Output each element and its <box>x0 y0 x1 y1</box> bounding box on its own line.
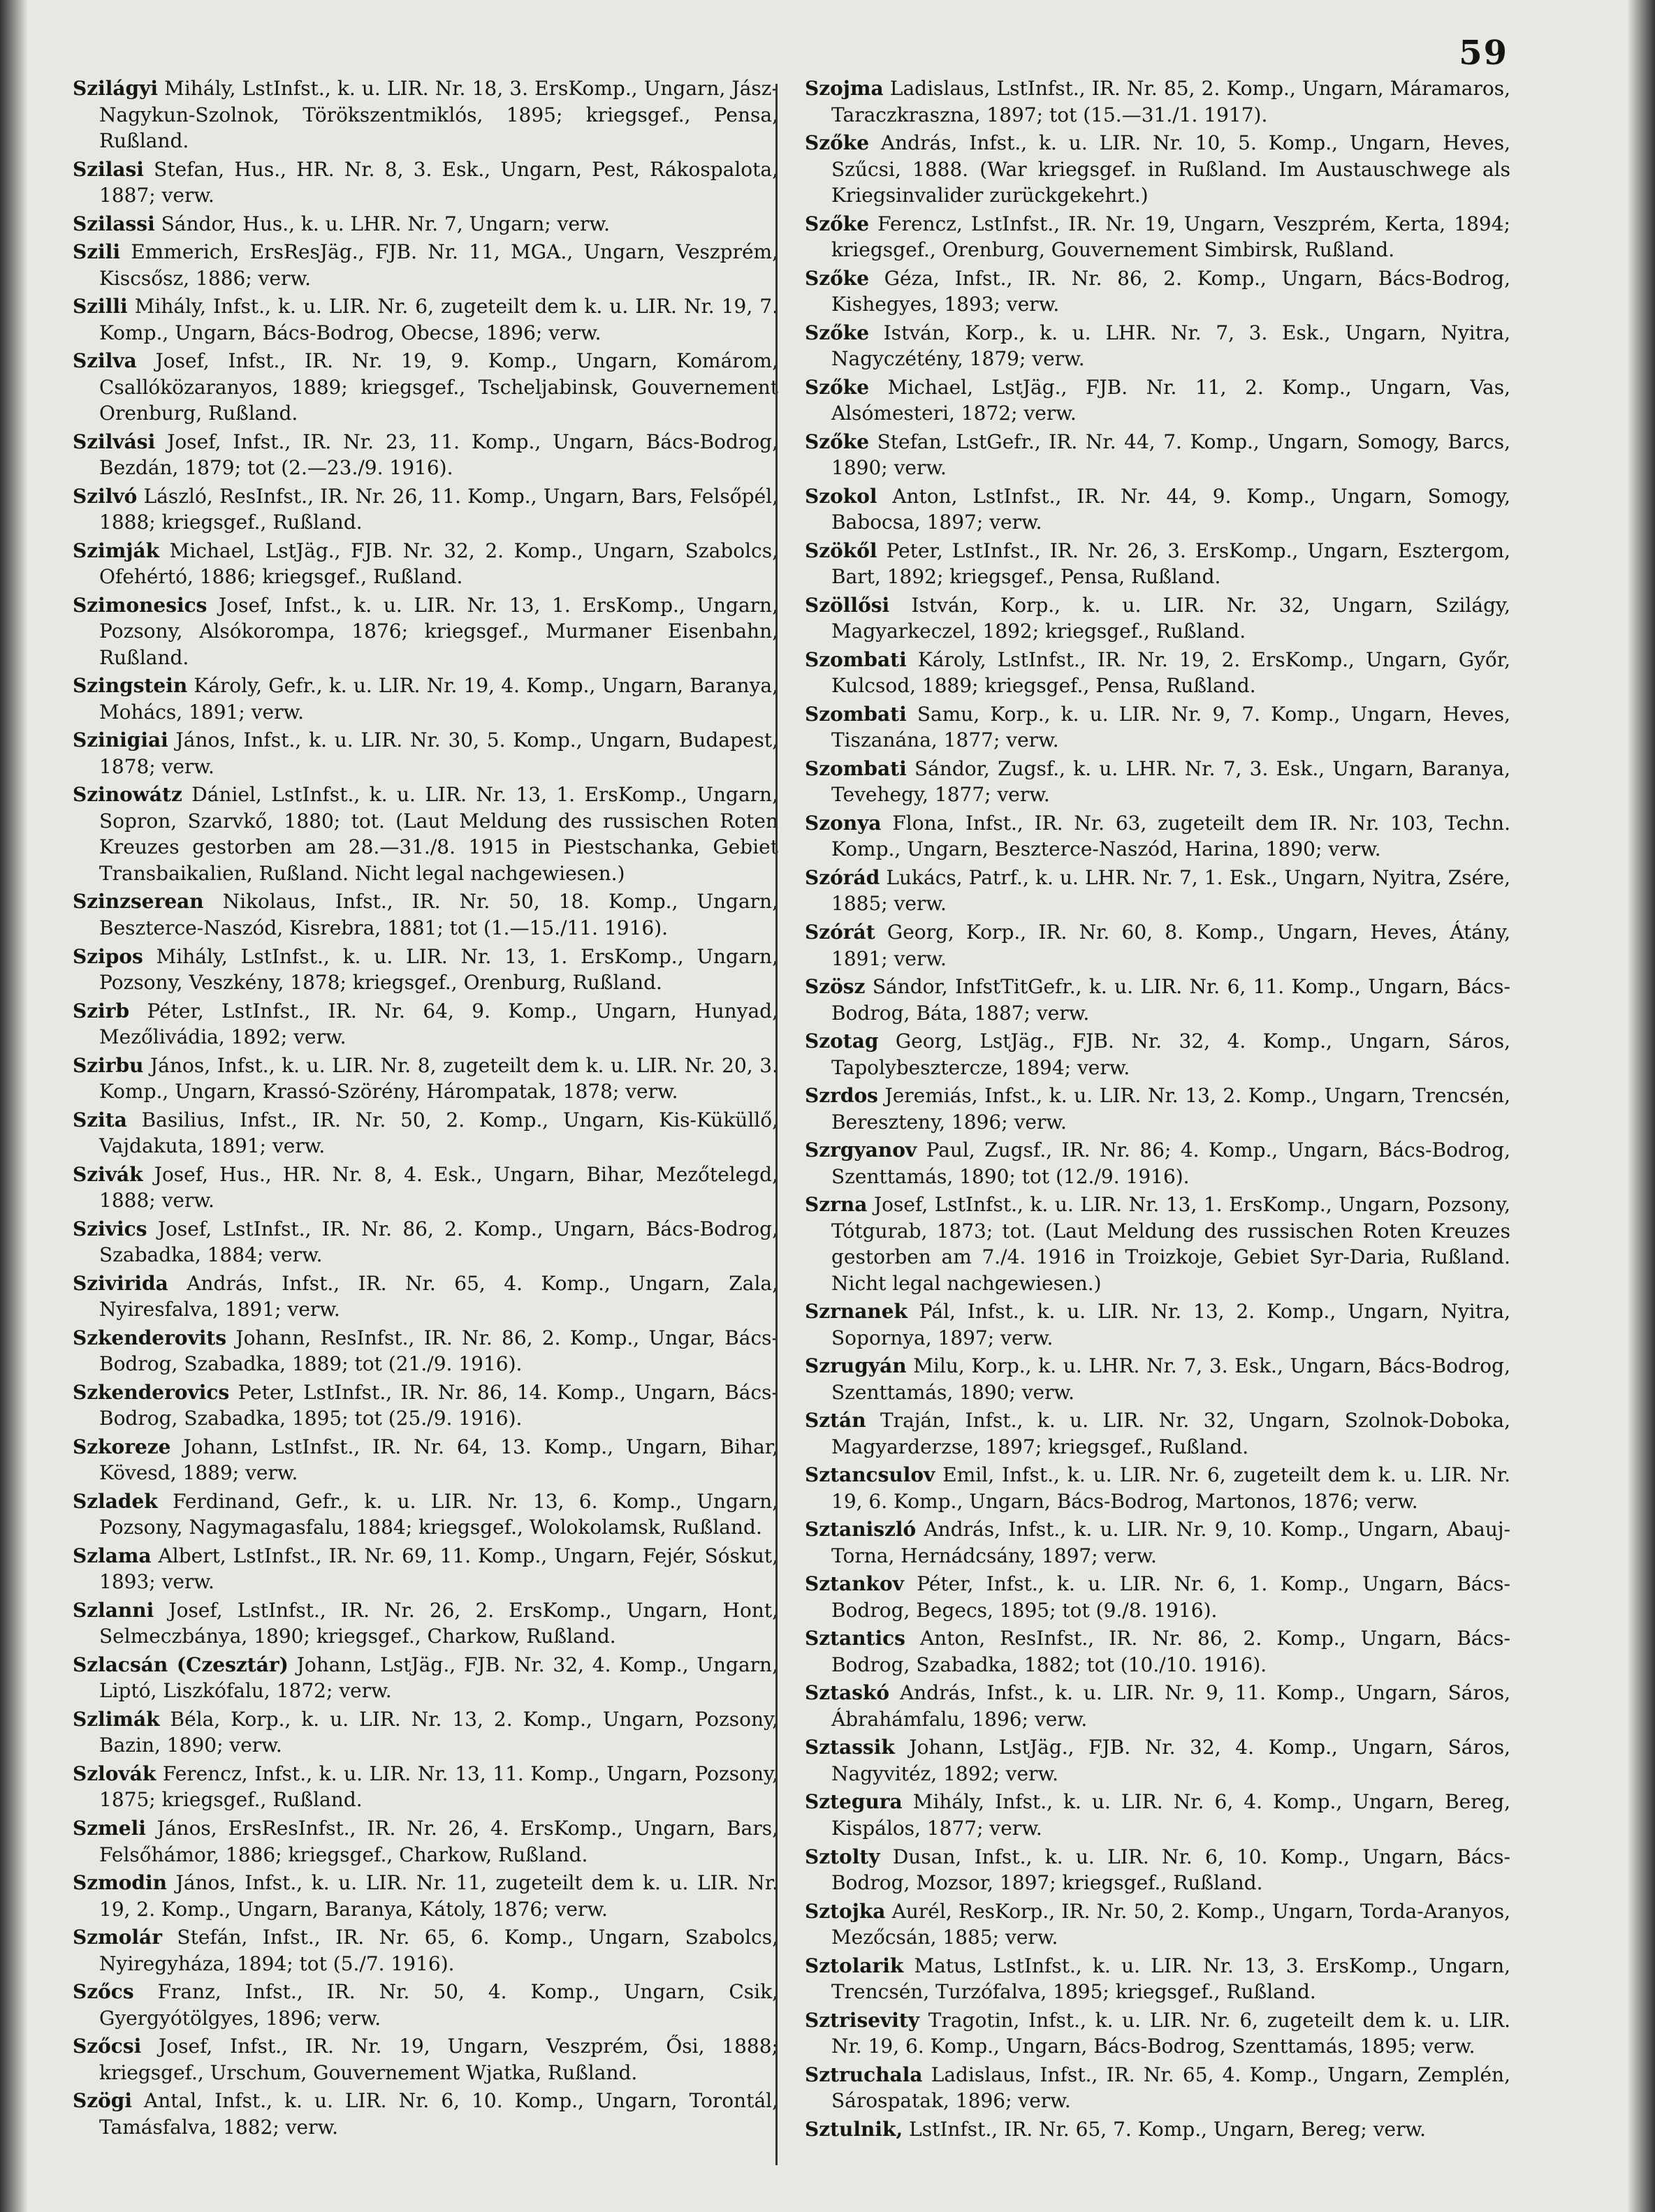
entry-surname: Szladek <box>73 1489 158 1513</box>
entry-details: Stefan, LstGefr., IR. Nr. 44, 7. Komp., Ungarn, Somogy, Barcs, 1890; verw. <box>831 430 1510 480</box>
entry-surname: Szőke <box>805 131 870 155</box>
entry-surname: Sztancsulov <box>805 1463 935 1487</box>
entry-surname: Szilassi <box>73 212 155 235</box>
entry-details: Anton, LstInfst., IR. Nr. 44, 9. Komp., Ungarn, Somogy, Babocsa, 1897; verw. <box>831 484 1510 534</box>
list-item <box>805 1298 1510 1351</box>
entry-details: Sándor, Hus., k. u. LHR. Nr. 7, Ungarn; verw. <box>154 212 610 235</box>
list-item <box>73 998 778 1050</box>
entry-details: Josef, Infst., IR. Nr. 23, 11. Komp., Ungarn, Bács-Bodrog, Bezdán, 1879; tot (2.—23./9. 1916). <box>99 430 778 480</box>
entry-details: Lukács, Patrf., k. u. LHR. Nr. 7, 1. Esk., Ungarn, Nyitra, Zsére, 1885; verw. <box>831 865 1510 916</box>
entry-details: Paul, Zugsf., IR. Nr. 86; 4. Komp., Ungarn, Bács-Bodrog, Szenttamás, 1890; tot (12./9. 1916). <box>831 1138 1510 1188</box>
list-item <box>805 1462 1510 1514</box>
entry-surname: Sztolty <box>805 1845 880 1868</box>
entry-surname: Szrugyán <box>805 1354 907 1378</box>
entry-details: Dusan, Infst., k. u. LIR. Nr. 6, 10. Komp., Ungarn, Bács-Bodrog, Mozsor, 1897; kriegsgef., Rußland. <box>831 1845 1510 1895</box>
entry-surname: Szrna <box>805 1193 868 1217</box>
entry-details: Mihály, LstInfst., k. u. LIR. Nr. 18, 3. ErsKomp., Ungarn, Jász-Nagykun-Szolnok, Törökszentmiklós, 1895; kriegsgef., Pensa, Rußland. <box>99 77 778 153</box>
entry-details: István, Korp., k. u. LHR. Nr. 7, 3. Esk., Ungarn, Nyitra, Nagyczétény, 1879; verw. <box>831 321 1510 371</box>
entry-details: Mihály, Infst., k. u. LIR. Nr. 6, 4. Komp., Ungarn, Bereg, Kispálos, 1877; verw. <box>831 1790 1510 1840</box>
entry-surname: Sztolarik <box>805 1954 904 1977</box>
entry-surname: Szórát <box>805 920 875 944</box>
list-item <box>73 592 778 671</box>
entry-surname: Szimonesics <box>73 593 207 617</box>
list-item <box>73 1379 778 1432</box>
list-item <box>73 1652 778 1704</box>
entry-surname: Szökől <box>805 539 877 562</box>
entry-details: Aurél, ResKorp., IR. Nr. 50, 2. Komp., Ungarn, Torda-Aranyos, Mezőcsán, 1885; verw. <box>831 1899 1510 1949</box>
entry-surname: Szivics <box>73 1217 147 1240</box>
entry-surname: Szilva <box>73 349 137 373</box>
list-item <box>805 211 1510 263</box>
entry-surname: Szingstein <box>73 674 188 698</box>
entry-surname: Szirbu <box>73 1053 144 1077</box>
list-item <box>805 919 1510 972</box>
entry-details: Franz, Infst., IR. Nr. 50, 4. Komp., Ungarn, Csik, Gyergyótölgyes, 1896; verw. <box>99 1980 778 2030</box>
list-item <box>805 1083 1510 1135</box>
entry-details: Ferencz, Infst., k. u. LIR. Nr. 13, 11. Komp., Ungarn, Pozsony, 1875; kriegsgef., Rußland. <box>99 1761 778 1812</box>
entry-surname: Szkenderovits <box>73 1326 227 1349</box>
entry-details: Emmerich, ErsResJäg., FJB. Nr. 11, MGA., Ungarn, Veszprém, Kiscsősz, 1886; verw. <box>99 240 778 290</box>
entry-details: Georg, LstJäg., FJB. Nr. 32, 4. Komp., Ungarn, Sáros, Tapolybesztercze, 1894; verw. <box>831 1030 1510 1079</box>
list-item <box>73 888 778 941</box>
list-item <box>805 810 1510 863</box>
entry-surname: Szlovák <box>73 1761 156 1785</box>
entry-surname: Szombati <box>805 647 907 671</box>
entry-surname: Szilasi <box>73 157 144 181</box>
entry-details: Ferdinand, Gefr., k. u. LIR. Nr. 13, 6. Komp., Ungarn, Pozsony, Nagymagasfalu, 1884; kriegsgef., Wolokolamsk, Rußland. <box>99 1489 778 1539</box>
entry-details: Michael, LstJäg., FJB. Nr. 11, 2. Komp., Ungarn, Vas, Alsómesteri, 1872; verw. <box>831 375 1510 425</box>
entry-details: Josef, Hus., HR. Nr. 8, 4. Esk., Ungarn, Bihar, Mezőtelegd, 1888; verw. <box>99 1162 778 1213</box>
entry-details: Josef, LstInfst., k. u. LIR. Nr. 13, 1. ErsKomp., Ungarn, Pozsony, Tótgurab, 1873; tot. (Laut Meldung des russischen Roten Kreuzes gestorben am 7./4. 1916 in Troizkoje, Gebiet Syr-Daria, Rußland. Nicht legal nachgewiesen.) <box>831 1193 1510 1295</box>
entry-details: Peter, LstInfst., IR. Nr. 86, 14. Komp., Ungarn, Bács-Bodrog, Szabadka, 1895; tot (25./9. 1916). <box>99 1380 778 1430</box>
entry-surname: Szögi <box>73 2089 133 2113</box>
entry-surname: Szőke <box>805 321 870 344</box>
entry-details: János, Infst., k. u. LIR. Nr. 30, 5. Komp., Ungarn, Budapest, 1878; verw. <box>99 728 778 778</box>
list-item <box>805 592 1510 645</box>
list-item <box>805 374 1510 427</box>
entry-surname: Szlacsán (Czesztár) <box>73 1653 289 1676</box>
list-item <box>805 865 1510 917</box>
entry-surname: Szkenderovics <box>73 1380 230 1404</box>
scan-edge-right <box>1627 0 1655 2212</box>
entry-surname: Szotag <box>805 1030 879 1053</box>
list-item <box>73 1543 778 1595</box>
list-item <box>805 1898 1510 1951</box>
entry-details: János, ErsResInfst., IR. Nr. 26, 4. ErsKomp., Ungarn, Bars, Felsőhámor, 1886; kriegsgef., Charkow, Rußland. <box>99 1817 778 1866</box>
entry-details: Tragotin, Infst., k. u. LIR. Nr. 6, zugeteilt dem k. u. LIR. Nr. 19, 6. Komp., Ungarn, Bács-Bodrog, Szenttamás, 1895; verw. <box>831 2008 1510 2058</box>
entry-surname: Szinzserean <box>73 890 204 914</box>
entry-details: András, Infst., IR. Nr. 65, 4. Komp., Ungarn, Zala, Nyiresfalva, 1891; verw. <box>99 1271 778 1321</box>
list-item <box>805 1734 1510 1787</box>
list-item <box>805 1680 1510 1732</box>
entry-details: Károly, Gefr., k. u. LIR. Nr. 19, 4. Komp., Ungarn, Baranya, Mohács, 1891; verw. <box>99 674 778 724</box>
entry-details: Stefán, Infst., IR. Nr. 65, 6. Komp., Ungarn, Szabolcs, Nyiregyháza, 1894; tot (5./7. 1916). <box>99 1926 778 1975</box>
entry-details: Ladislaus, Infst., IR. Nr. 65, 4. Komp., Ungarn, Zemplén, Sárospatak, 1896; verw. <box>831 2063 1510 2113</box>
entry-surname: Szinowátz <box>73 783 182 807</box>
list-item <box>73 1107 778 1159</box>
entry-details: Josef, Infst., IR. Nr. 19, 9. Komp., Ungarn, Komárom, Csallóközaranyos, 1889; kriegsgef., Tscheljabinsk, Gouvernement Orenburg, Rußland. <box>99 349 778 425</box>
entry-surname: Sztegura <box>805 1790 903 1814</box>
entry-surname: Szmolár <box>73 1926 162 1949</box>
entry-surname: Szmodin <box>73 1871 167 1895</box>
entry-surname: Szőke <box>805 266 870 290</box>
entry-details: Mihály, LstInfst., k. u. LIR. Nr. 13, 1. ErsKomp., Ungarn, Pozsony, Veszkény, 1878; kriegsgef., Orenburg, Rußland. <box>99 944 778 995</box>
entry-surname: Szőke <box>805 430 870 453</box>
entry-details: Georg, Korp., IR. Nr. 60, 8. Komp., Ungarn, Heves, Átány, 1891; verw. <box>831 920 1510 970</box>
entry-surname: Szkoreze <box>73 1435 171 1458</box>
list-item <box>73 1325 778 1377</box>
list-item <box>73 429 778 481</box>
list-item <box>73 727 778 779</box>
entry-surname: Szlimák <box>73 1707 160 1731</box>
list-item <box>73 1706 778 1759</box>
list-item <box>805 1625 1510 1678</box>
list-item <box>805 75 1510 128</box>
column-divider <box>775 84 778 2165</box>
list-item <box>805 701 1510 754</box>
entry-details: Dániel, LstInfst., k. u. LIR. Nr. 13, 1. ErsKomp., Ungarn, Sopron, Szarvkő, 1880; tot. (Laut Meldung des russischen Roten Kreuzes gestorben am 28.—31./8. 1915 in Piestschanka, Gebiet Transbaikalien, Rußland. Nicht legal nachgewiesen.) <box>99 783 778 885</box>
entry-details: Pál, Infst., k. u. LIR. Nr. 13, 2. Komp., Ungarn, Nyitra, Sopornya, 1897; verw. <box>831 1300 1510 1349</box>
entry-details: János, Infst., k. u. LIR. Nr. 11, zugeteilt dem k. u. LIR. Nr. 19, 2. Komp., Ungarn, Baranya, Kátoly, 1876; verw. <box>99 1871 778 1921</box>
entry-surname: Szőke <box>805 375 870 399</box>
entry-details: Ferencz, LstInfst., IR. Nr. 19, Ungarn, Veszprém, Kerta, 1894; kriegsgef., Orenburg, Gouvernement Simbirsk, Rußland. <box>831 212 1510 262</box>
entry-surname: Sztaskó <box>805 1681 890 1705</box>
entry-details: Béla, Korp., k. u. LIR. Nr. 13, 2. Komp., Ungarn, Pozsony, Bazin, 1890; verw. <box>99 1707 778 1757</box>
entry-details: Sándor, Zugsf., k. u. LHR. Nr. 7, 3. Esk., Ungarn, Baranya, Tevehegy, 1877; verw. <box>831 756 1510 807</box>
entry-surname: Szőcsi <box>73 2035 142 2058</box>
list-item <box>805 1571 1510 1623</box>
list-item <box>73 538 778 590</box>
entry-surname: Sztojka <box>805 1899 886 1923</box>
entry-details: István, Korp., k. u. LIR. Nr. 32, Ungarn, Szilágy, Magyarkeczel, 1892; kriegsgef., Rußland. <box>831 593 1510 643</box>
list-item <box>73 293 778 346</box>
entry-details: László, ResInfst., IR. Nr. 26, 11. Komp., Ungarn, Bars, Felsőpél, 1888; kriegsgef., Rußland. <box>99 484 778 534</box>
list-item <box>73 1053 778 1105</box>
list-item <box>73 782 778 886</box>
list-item <box>73 483 778 536</box>
left-column <box>73 75 778 2142</box>
entry-details: Josef, Infst., k. u. LIR. Nr. 13, 1. ErsKomp., Ungarn, Pozsony, Alsókorompa, 1876; kriegsgef., Murmaner Eisenbahn, Rußland. <box>99 593 778 669</box>
list-item <box>805 130 1510 209</box>
entry-surname: Sztulnik, <box>805 2117 903 2141</box>
entry-surname: Szrnanek <box>805 1300 907 1324</box>
entry-details: Mihály, Infst., k. u. LIR. Nr. 6, zugeteilt dem k. u. LIR. Nr. 19, 7. Komp., Ungarn, Bács-Bodrog, Obecse, 1896; verw. <box>99 295 778 344</box>
entry-details: Johann, ResInfst., IR. Nr. 86, 2. Komp., Ungar, Bács-Bodrog, Szabadka, 1889; tot (21./9. 1916). <box>99 1326 778 1376</box>
entry-details: Sándor, InfstTitGefr., k. u. LIR. Nr. 6, 11. Komp., Ungarn, Bács-Bodrog, Báta, 1887; verw. <box>831 975 1510 1025</box>
list-item <box>73 239 778 291</box>
entry-details: Géza, Infst., IR. Nr. 86, 2. Komp., Ungarn, Bács-Bodrog, Kishegyes, 1893; verw. <box>831 266 1510 316</box>
entry-surname: Szőke <box>805 212 870 235</box>
entry-surname: Szonya <box>805 811 882 835</box>
entry-surname: Szilágyi <box>73 77 159 100</box>
list-item <box>73 1488 778 1541</box>
entry-details: Antal, Infst., k. u. LIR. Nr. 6, 10. Komp., Ungarn, Torontál, Tamásfalva, 1882; verw. <box>99 2089 778 2139</box>
entry-surname: Sztruchala <box>805 2063 923 2086</box>
entry-details: Flona, Infst., IR. Nr. 63, zugeteilt dem IR. Nr. 103, Techn. Komp., Ungarn, Beszterce-Naszód, Harina, 1890; verw. <box>831 811 1510 861</box>
entry-surname: Szőcs <box>73 1980 134 2004</box>
entry-surname: Szivák <box>73 1162 143 1186</box>
list-item <box>73 1597 778 1650</box>
entry-surname: Szita <box>73 1108 127 1131</box>
entry-surname: Szlama <box>73 1544 152 1567</box>
entry-surname: Szlanni <box>73 1598 154 1622</box>
list-item <box>73 1216 778 1268</box>
entry-details: Jeremiás, Infst., k. u. LIR. Nr. 13, 2. Komp., Ungarn, Trencsén, Bereszteny, 1896; verw. <box>831 1084 1510 1134</box>
entry-details: András, Infst., k. u. LIR. Nr. 9, 10. Komp., Ungarn, Abauj-Torna, Hernádcsány, 1897; verw. <box>831 1518 1510 1567</box>
entry-surname: Szrdos <box>805 1084 878 1108</box>
entry-details: András, Infst., k. u. LIR. Nr. 9, 11. Komp., Ungarn, Sáros, Ábrahámfalu, 1896; verw. <box>831 1681 1510 1731</box>
list-item <box>805 2007 1510 2060</box>
list-item <box>73 75 778 154</box>
page-number: 59 <box>1459 34 1508 73</box>
entry-details: Emil, Infst., k. u. LIR. Nr. 6, zugeteilt dem k. u. LIR. Nr. 19, 6. Komp., Ungarn, Bács-Bodrog, Martonos, 1876; verw. <box>831 1463 1510 1513</box>
entry-surname: Szirb <box>73 999 130 1023</box>
entry-surname: Szimják <box>73 539 160 562</box>
list-item <box>73 1434 778 1486</box>
entry-details: Johann, LstInfst., IR. Nr. 64, 13. Komp., Ungarn, Bihar, Kövesd, 1889; verw. <box>99 1435 778 1485</box>
list-item <box>805 1516 1510 1569</box>
entry-details: Anton, ResInfst., IR. Nr. 86, 2. Komp., Ungarn, Bács-Bodrog, Szabadka, 1882; tot (10./10. 1916). <box>831 1627 1510 1676</box>
entry-details: Basilius, Infst., IR. Nr. 50, 2. Komp., Ungarn, Kis-Küküllő, Vajdakuta, 1891; verw. <box>99 1108 778 1158</box>
entry-surname: Szombati <box>805 756 907 780</box>
list-item <box>73 944 778 996</box>
list-item <box>73 1870 778 1922</box>
entry-surname: Szöllősi <box>805 593 890 617</box>
list-item <box>805 1353 1510 1405</box>
list-item <box>805 2062 1510 2114</box>
entry-surname: Szokol <box>805 484 877 508</box>
entry-surname: Sztassik <box>805 1736 895 1759</box>
entry-details: Josef, LstInfst., IR. Nr. 86, 2. Komp., Ungarn, Bács-Bodrog, Szabadka, 1884; verw. <box>99 1217 778 1267</box>
list-item <box>73 211 778 237</box>
list-item <box>805 1953 1510 2005</box>
entry-details: János, Infst., k. u. LIR. Nr. 8, zugeteilt dem k. u. LIR. Nr. 20, 3. Komp., Ungarn, Krassó-Szörény, Hárompatak, 1878; verw. <box>99 1053 778 1104</box>
entry-details: Nikolaus, Infst., IR. Nr. 50, 18. Komp., Ungarn, Beszterce-Naszód, Kisrebra, 1881; tot (1.—15./11. 1916). <box>99 890 778 939</box>
entry-surname: Szilvó <box>73 484 138 508</box>
entry-details: Ladislaus, LstInfst., IR. Nr. 85, 2. Komp., Ungarn, Máramaros, Taraczkraszna, 1897; tot (15.—31./1. 1917). <box>831 77 1510 126</box>
entry-details: Péter, LstInfst., IR. Nr. 64, 9. Komp., Ungarn, Hunyad, Mezőlivádia, 1892; verw. <box>99 999 778 1049</box>
list-item <box>73 1162 778 1214</box>
entry-surname: Szinigiai <box>73 728 168 752</box>
entry-surname: Szojma <box>805 77 884 100</box>
list-item <box>805 265 1510 318</box>
entry-details: Matus, LstInfst., k. u. LIR. Nr. 13, 3. ErsKomp., Ungarn, Trencsén, Turzófalva, 1895; kriegsgef., Rußland. <box>831 1954 1510 2004</box>
list-item <box>73 1924 778 1977</box>
list-item <box>805 1028 1510 1081</box>
list-item <box>805 483 1510 536</box>
list-item <box>73 2088 778 2140</box>
list-item <box>73 348 778 427</box>
list-item <box>805 1789 1510 1841</box>
entry-details: Johann, LstJäg., FJB. Nr. 32, 4. Komp., Ungarn, Liptó, Liszkófalu, 1872; verw. <box>99 1653 778 1703</box>
list-item <box>73 1761 778 1813</box>
entry-details: Samu, Korp., k. u. LIR. Nr. 9, 7. Komp., Ungarn, Heves, Tiszanána, 1877; verw. <box>831 702 1510 752</box>
right-column <box>805 75 1510 2144</box>
entry-details: Károly, LstInfst., IR. Nr. 19, 2. ErsKomp., Ungarn, Győr, Kulcsod, 1889; kriegsgef., Pensa, Rußland. <box>831 647 1510 698</box>
list-item <box>805 429 1510 481</box>
entry-surname: Sztankov <box>805 1572 904 1596</box>
list-item <box>805 1844 1510 1896</box>
entry-surname: Sztrisevity <box>805 2008 920 2032</box>
entry-surname: Szösz <box>805 975 866 999</box>
entry-details: Péter, Infst., k. u. LIR. Nr. 6, 1. Komp., Ungarn, Bács-Bodrog, Begecs, 1895; tot (9./8. 1916). <box>831 1572 1510 1622</box>
entry-details: LstInfst., IR. Nr. 65, 7. Komp., Ungarn, Bereg; verw. <box>903 2117 1427 2141</box>
list-item <box>73 156 778 209</box>
entry-surname: Szrgyanov <box>805 1138 917 1162</box>
entry-details: Peter, LstInfst., IR. Nr. 26, 3. ErsKomp., Ungarn, Esztergom, Bart, 1892; kriegsgef., Pensa, Rußland. <box>831 539 1510 589</box>
scan-edge-left <box>0 0 28 2212</box>
list-item <box>805 974 1510 1026</box>
entry-details: Stefan, Hus., HR. Nr. 8, 3. Esk., Ungarn, Pest, Rákospalota, 1887; verw. <box>99 157 778 207</box>
list-item <box>73 1815 778 1868</box>
entry-details: Josef, Infst., IR. Nr. 19, Ungarn, Veszprém, Ősi, 1888; kriegsgef., Urschum, Gouvernement Wjatka, Rußland. <box>99 2035 778 2084</box>
list-item <box>73 1270 778 1323</box>
entry-surname: Sztantics <box>805 1627 905 1650</box>
list-item <box>805 756 1510 808</box>
list-item <box>805 1192 1510 1296</box>
entry-details: Michael, LstJäg., FJB. Nr. 32, 2. Komp., Ungarn, Szabolcs, Ofehértó, 1886; kriegsgef., Rußland. <box>99 539 778 589</box>
list-item <box>73 2033 778 2086</box>
list-item <box>73 673 778 725</box>
entry-surname: Szivirida <box>73 1271 168 1295</box>
list-item <box>805 320 1510 372</box>
list-item <box>805 647 1510 699</box>
entry-details: Milu, Korp., k. u. LHR. Nr. 7, 3. Esk., Ungarn, Bács-Bodrog, Szenttamás, 1890; verw. <box>831 1354 1510 1404</box>
entry-details: Josef, LstInfst., IR. Nr. 26, 2. ErsKomp., Ungarn, Hont, Selmeczbánya, 1890; kriegsgef., Charkow, Rußland. <box>99 1598 778 1648</box>
entry-details: Traján, Infst., k. u. LIR. Nr. 32, Ungarn, Szolnok-Doboka, Magyarderzse, 1897; kriegsgef., Rußland. <box>831 1409 1510 1458</box>
entry-surname: Szipos <box>73 944 143 968</box>
list-item <box>805 2116 1510 2143</box>
list-item <box>805 538 1510 590</box>
entry-surname: Szilvási <box>73 430 156 453</box>
entry-surname: Szombati <box>805 702 907 726</box>
entry-details: Johann, LstJäg., FJB. Nr. 32, 4. Komp., Ungarn, Sáros, Nagyvitéz, 1892; verw. <box>831 1736 1510 1785</box>
entry-surname: Sztaniszló <box>805 1518 917 1541</box>
entry-surname: Szórád <box>805 865 880 889</box>
entry-details: András, Infst., k. u. LIR. Nr. 10, 5. Komp., Ungarn, Heves, Szűcsi, 1888. (War kriegsgef. in Rußland. Im Austauschwege als Kriegsinvalider zurückgekehrt.) <box>831 131 1510 207</box>
entry-surname: Szmeli <box>73 1817 146 1840</box>
entry-details: Albert, LstInfst., IR. Nr. 69, 11. Komp., Ungarn, Fejér, Sóskut, 1893; verw. <box>99 1544 778 1594</box>
entry-surname: Szili <box>73 240 121 264</box>
entry-surname: Szilli <box>73 295 128 318</box>
list-item <box>805 1407 1510 1460</box>
list-item <box>73 1979 778 2031</box>
entry-surname: Sztán <box>805 1409 866 1433</box>
list-item <box>805 1137 1510 1189</box>
